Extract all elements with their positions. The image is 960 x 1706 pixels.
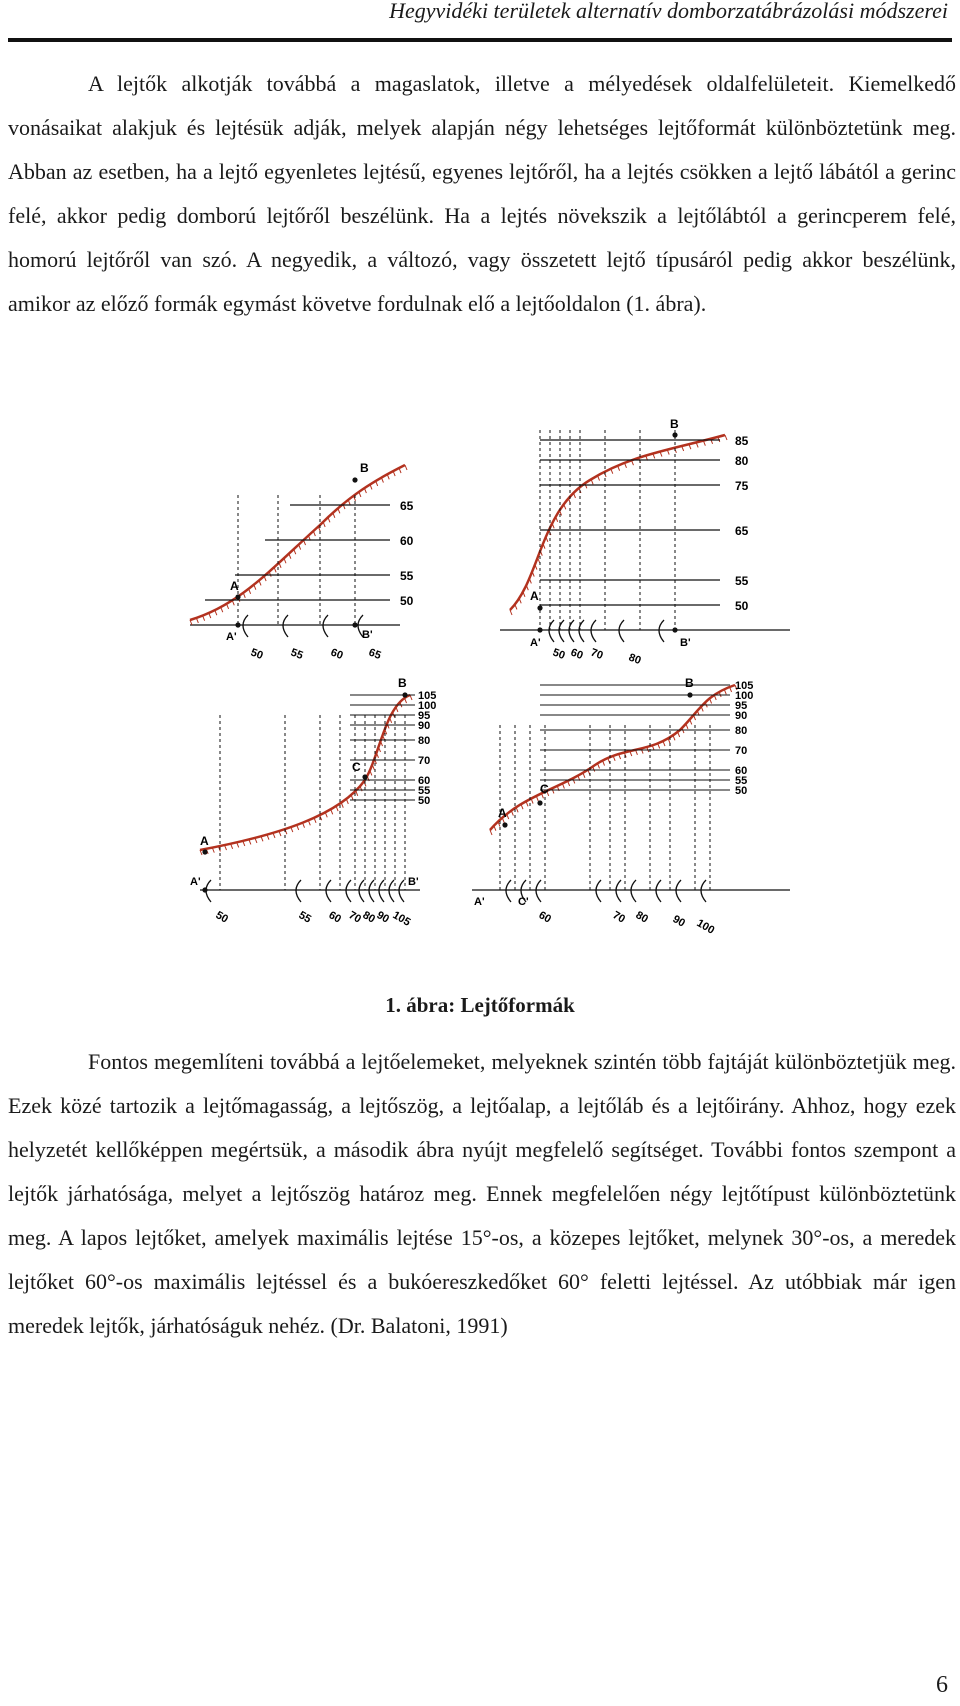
terrain-hatch [532, 572, 534, 577]
terrain-hatch [284, 558, 286, 563]
point-b [687, 692, 692, 697]
profile-arc [591, 620, 596, 642]
profile-arc [243, 615, 248, 637]
point-label: A' [474, 896, 485, 908]
profile-arc [619, 620, 624, 642]
slope-forms-figure [180, 417, 800, 980]
point-a-prime [537, 627, 542, 632]
point-a [235, 594, 240, 599]
terrain-profile [490, 685, 735, 830]
contour-label: 80 [735, 454, 749, 468]
profile-arc [323, 615, 328, 637]
contour-label: 85 [735, 434, 749, 448]
axis-label: 50 [248, 646, 265, 663]
contour-label: 60 [400, 534, 414, 548]
terrain-hatch [279, 563, 281, 568]
point-label: A' [530, 637, 541, 649]
axis-label: 90 [670, 913, 688, 930]
contour-label: 105 [418, 690, 437, 702]
profile-arc [659, 620, 664, 642]
profile-arc [399, 880, 404, 902]
profile-arc [616, 880, 621, 902]
profile-arc [656, 880, 661, 902]
contour-label: 55 [400, 569, 414, 583]
point-label: C [540, 782, 549, 796]
point-a-prime [202, 887, 207, 892]
contour-label: 55 [735, 775, 748, 787]
axis-label: 100 [694, 917, 717, 937]
terrain-hatch [686, 724, 688, 729]
point-label: C [352, 760, 361, 774]
terrain-hatch [519, 598, 521, 603]
contour-label: 95 [418, 710, 431, 722]
axis-label: 90 [374, 909, 392, 926]
terrain-profile [190, 465, 405, 620]
point-label: A [200, 834, 209, 848]
terrain-hatch [372, 765, 374, 770]
axis-label: 50 [550, 646, 567, 663]
terrain-hatch [583, 773, 585, 778]
terrain-hatch [370, 770, 372, 775]
point-label: A [498, 806, 507, 820]
point-label: B [685, 676, 694, 690]
terrain-hatch [573, 778, 575, 783]
contour-label: 65 [400, 499, 414, 513]
axis-label: 60 [326, 909, 344, 926]
point-b-prime [672, 627, 677, 632]
header-title: Hegyvidéki területek alternatív domborzatábrázolási módszerei [389, 0, 948, 23]
axis-label: 80 [633, 909, 651, 926]
point-label: A' [190, 876, 201, 888]
profile-arc [596, 880, 601, 902]
paragraph-2-text: Fontos megemlíteni továbbá a lejtőelemeket, melyeknek szintén több fajtáját különböztetjük meg. Ezek közé tartozik a lejtőmagasság, a lejtőszög, a lejtőalap, a lejtőláb és a lejtőirány. Ahhoz, hogy ezek helyzetét kellőképpen megértsük, a második ábra nyújt megfelelő segítséget. További fontos szempont a lejtők járhatósága, melyet a lejtőszög határoz meg. Ennek megfelelően négy lejtőtípust különböztetünk meg. A lapos lejtőket, amelyek maximális lejtése 15°-os, a közepes lejtőket, melynek 30°-os, a meredek lejtőket 60°-os maximális lejtéssel és a bukóereszkedőket 60° feletti lejtéssel. Az utóbbiak már igen meredek lejtők, járhatóságuk nehéz. (Dr. Balatoni, 1991) [8, 1049, 956, 1338]
contour-label: 100 [418, 700, 437, 712]
contour-label: 70 [735, 745, 748, 757]
point-a [502, 822, 507, 827]
point-b [402, 692, 407, 697]
axis-label: 60 [536, 909, 554, 926]
profile-arc [536, 880, 541, 902]
contour-label: 65 [735, 524, 749, 538]
point-b-prime [352, 622, 357, 627]
point-c [537, 800, 542, 805]
contour-label: 90 [418, 720, 431, 732]
contour-label: 95 [735, 700, 748, 712]
point-label: B [670, 417, 679, 431]
contour-label: 80 [735, 725, 748, 737]
profile-arc [296, 880, 301, 902]
point-label: B' [362, 629, 373, 641]
terrain-hatch [410, 695, 412, 700]
point-label: B' [680, 637, 691, 649]
axis-label: 70 [610, 909, 628, 926]
profile-arc [701, 880, 706, 902]
profile-arc [359, 880, 364, 902]
paragraph-slope-elements [8, 1040, 956, 1348]
terrain-hatch [269, 572, 271, 577]
contour-label: 50 [735, 599, 749, 613]
terrain-hatch [264, 576, 266, 581]
profile-arc [283, 615, 288, 637]
contour-label: 50 [400, 594, 414, 608]
contour-label: 60 [735, 765, 748, 777]
page-number: 6 [936, 1672, 948, 1698]
terrain-profile [510, 435, 725, 610]
point-a-prime [235, 622, 240, 627]
terrain-hatch [259, 580, 261, 585]
point-label: B' [408, 876, 419, 888]
terrain-profile [200, 695, 410, 850]
profile-arc [389, 880, 394, 902]
profile-arc [369, 880, 374, 902]
terrain-hatch [254, 585, 256, 590]
terrain-hatch [690, 719, 692, 724]
header-rule [8, 41, 952, 42]
axis-label: 80 [360, 909, 378, 926]
axis-label: 80 [626, 651, 643, 668]
terrain-hatch [529, 578, 531, 583]
point-label: C' [518, 896, 529, 908]
point-label: A [230, 579, 239, 593]
contour-label: 55 [735, 574, 749, 588]
terrain-hatch [515, 604, 517, 609]
profile-arc [346, 880, 351, 902]
contour-label: 70 [418, 755, 431, 767]
figure-caption: 1. ábra: Lejtőformák [385, 993, 575, 1017]
terrain-hatch [351, 795, 353, 800]
point-label: B [360, 461, 369, 475]
axis-label: 60 [328, 646, 345, 663]
axis-label: 50 [213, 909, 231, 926]
profile-arc [506, 880, 511, 902]
point-a [202, 849, 207, 854]
point-label: B [398, 676, 407, 690]
terrain-hatch [274, 567, 276, 572]
profile-arc [379, 880, 384, 902]
point-label: A [530, 589, 539, 603]
axis-label: 65 [366, 646, 383, 663]
profile-arc [631, 880, 636, 902]
contour-label: 60 [418, 775, 431, 787]
contour-label: 75 [735, 479, 749, 493]
paragraph-slope-forms [8, 62, 956, 326]
point-label: A' [226, 631, 237, 643]
paragraph-1-text: A lejtők alkotják továbbá a magaslatok, illetve a mélyedések oldalfelületeit. Kiemelkedő vonásaikat alakjuk és lejtésük adják, melyek alapján négy lehetséges lejtőformát különböztetünk meg. Abban az esetben, ha a lejtő egyenletes lejtésű, egyenes lejtőről, ha a lejtés csökken a lejtő lábától a gerinc felé, akkor pedig domború lejtőről beszélünk. Ha a lejtés növekszik a lejtőlábtól a gerincperem felé, homorú lejtőről van szó. A negyedik, a változó, vagy összetett lejtő típusáról pedig akkor beszélünk, amikor az előző formák egymást követve fordulnak elő a lejtőoldalon (1. ábra). [8, 71, 956, 316]
terrain-hatch [356, 791, 358, 796]
contour-label: 90 [735, 710, 748, 722]
contour-label: 80 [418, 735, 431, 747]
contour-label: 105 [735, 680, 754, 692]
terrain-hatch [725, 435, 727, 440]
point-b [672, 432, 677, 437]
point-c [362, 774, 367, 779]
axis-label: 60 [568, 646, 585, 663]
contour-label: 50 [418, 795, 431, 807]
axis-label: 70 [346, 909, 364, 926]
axis-label: 70 [588, 646, 605, 663]
profile-arc [326, 880, 331, 902]
axis-label: 105 [390, 909, 413, 929]
profile-arc [676, 880, 681, 902]
point-b [352, 477, 357, 482]
point-a [537, 605, 542, 610]
terrain-hatch [405, 465, 407, 470]
contour-label: 100 [735, 690, 754, 702]
contour-label: 50 [735, 785, 748, 797]
page-header [8, 0, 952, 41]
axis-label: 55 [288, 646, 305, 663]
contour-label: 55 [418, 785, 431, 797]
axis-label: 55 [296, 909, 314, 926]
